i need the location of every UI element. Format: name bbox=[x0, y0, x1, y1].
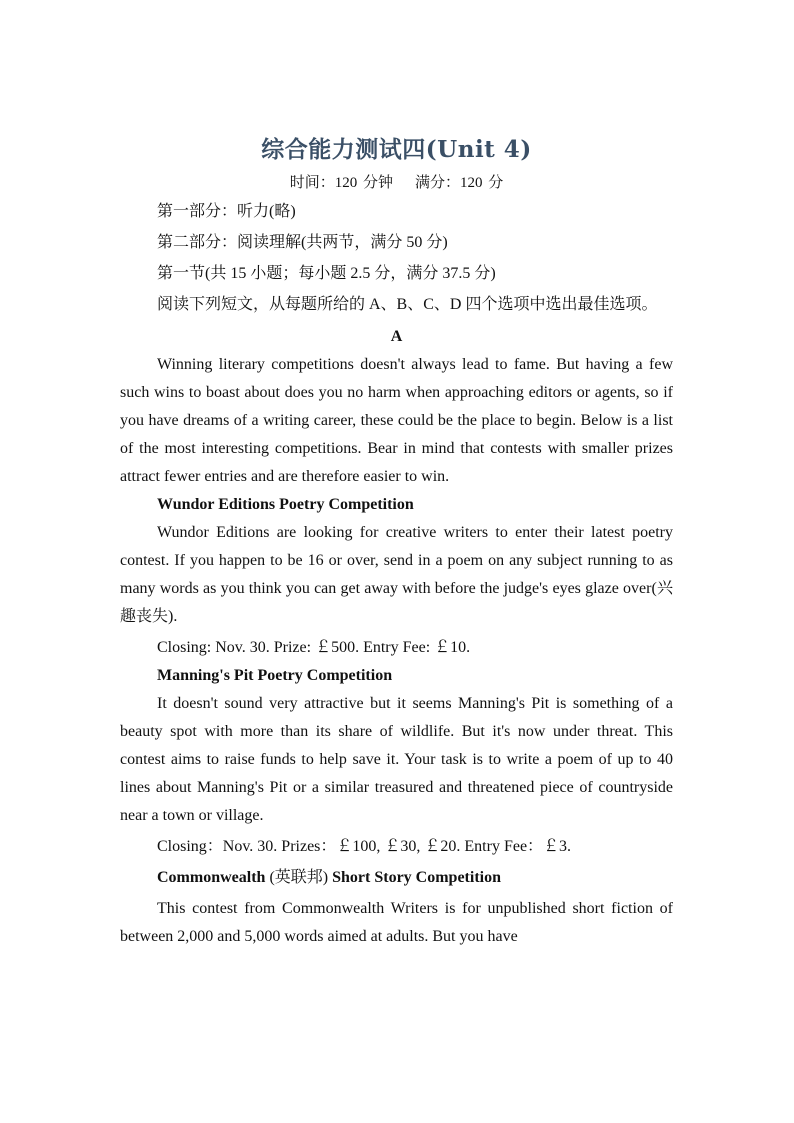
document-page bbox=[120, 130, 673, 951]
passage-letter: A bbox=[390, 328, 403, 345]
section-one-heading: 第一节(共 15 小题；每小题 2.5 分，满分 37.5 分) bbox=[157, 265, 496, 282]
competition-body-mannings-pit: It doesn't sound very attractive but it seems Manning's Pit is something of a beauty spot with more than its share of wildlife. But it's now under threat. This contest aims to raise funds to help save it. Your task is to write a poem of up to 40 lines about Manning's Pit or a similar treasured and threatened piece of countryside near a town or village. bbox=[120, 695, 673, 824]
competition-details-mannings-pit: Closing：Nov. 30. Prizes：￡100, ￡30, ￡20. Entry Fee：￡3. bbox=[157, 838, 572, 855]
competition-heading-mannings-pit: Manning's Pit Poetry Competition bbox=[157, 667, 393, 684]
document-title: 综合能力测试四(Unit 4) bbox=[261, 136, 532, 163]
competition-heading-commonwealth bbox=[120, 864, 673, 892]
instruction-text: 阅读下列短文，从每题所给的 A、B、C、D 四个选项中选出最佳选项。 bbox=[157, 296, 658, 313]
intro-paragraph: Winning literary competitions doesn't always lead to fame. But having a few such wins to boast about does you no harm when approaching editors or agents, so if you have dreams of a writing career, these could be the place to begin. Below is a list of the most interesting competitions. Bear in mind that contests with smaller prizes attract fewer entries and are therefore easier to win. bbox=[120, 356, 673, 485]
full-score: 满分：120 分 bbox=[415, 175, 504, 191]
competition-body-wundor: Wundor Editions are looking for creative writers to enter their latest poetry contest. If you happen to be 16 or over, send in a poem on any subject running to as many words as you think you can get away with before the judge's eyes glaze over(兴趣丧失). bbox=[120, 524, 673, 625]
commonwealth-heading-part-a: Commonwealth bbox=[157, 869, 266, 886]
competition-heading-wundor: Wundor Editions Poetry Competition bbox=[157, 496, 414, 513]
part-two-heading: 第二部分：阅读理解(共两节，满分 50 分) bbox=[157, 234, 448, 251]
commonwealth-heading-gloss: (英联邦) bbox=[265, 869, 333, 886]
exam-info bbox=[120, 170, 673, 196]
time-limit: 时间：120 分钟 bbox=[289, 175, 393, 191]
competition-details-wundor: Closing: Nov. 30. Prize: ￡500. Entry Fee: ￡10. bbox=[157, 639, 471, 656]
part-one-heading: 第一部分：听力(略) bbox=[157, 203, 296, 220]
competition-body-commonwealth: This contest from Commonwealth Writers is for unpublished short fiction of between 2,000 and 5,000 words aimed at adults. But you have bbox=[120, 900, 673, 945]
commonwealth-heading-part-b: Short Story Competition bbox=[332, 869, 501, 886]
